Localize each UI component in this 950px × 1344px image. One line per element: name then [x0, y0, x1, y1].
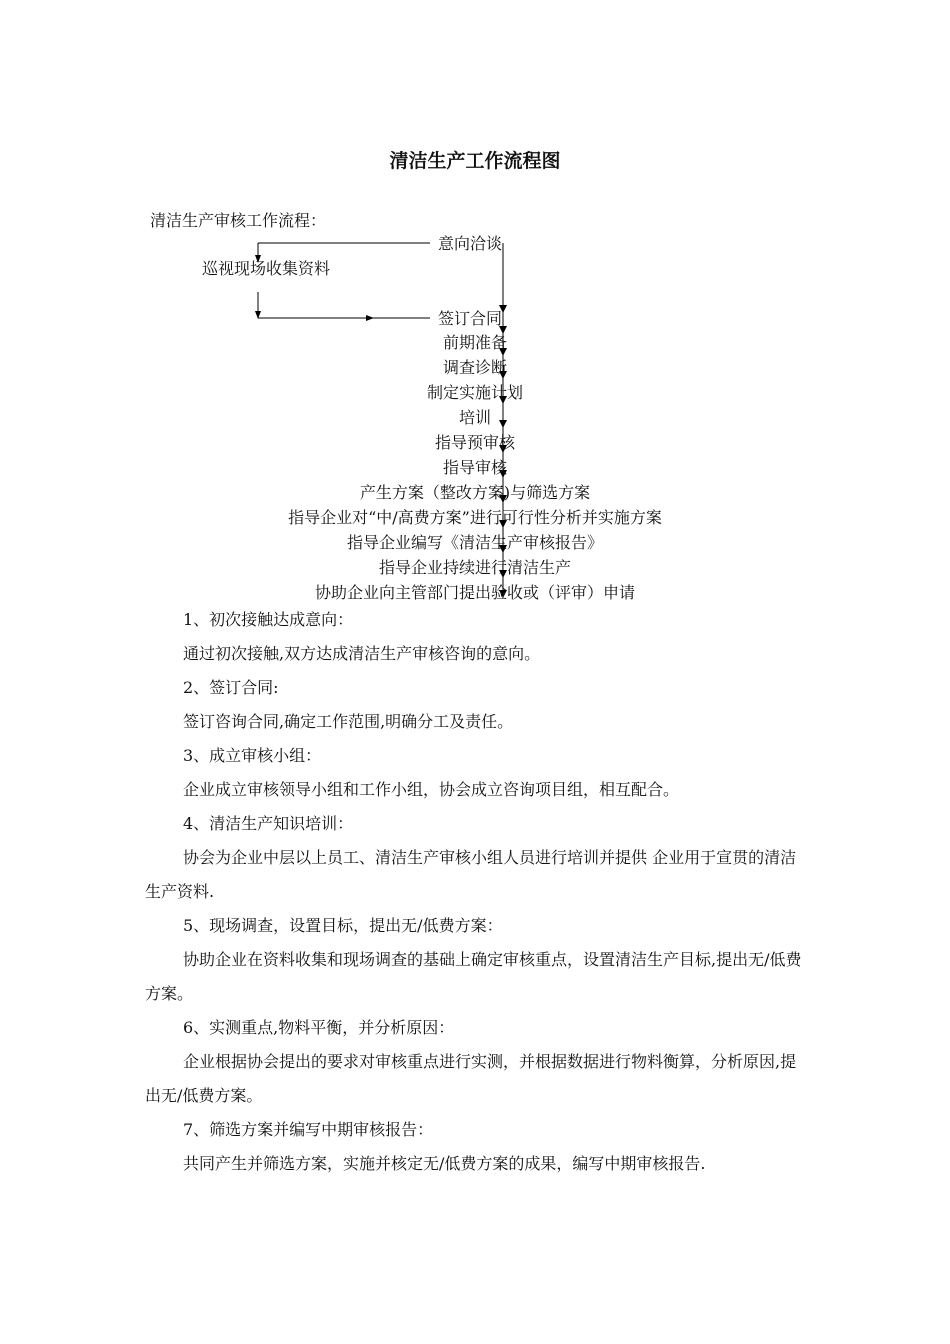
- section-body: 协助企业在资料收集和现场调查的基础上确定审核重点，设置清洁生产目标,提出无/低费方案。: [145, 950, 802, 1003]
- flow-step-training: 培训: [458, 408, 491, 427]
- section-heading: 1、初次接触达成意向：: [183, 610, 354, 629]
- section-body: 共同产生并筛选方案，实施并核定无/低费方案的成果，编写中期审核报告.: [183, 1154, 706, 1173]
- flow-step-prepare: 前期准备: [442, 333, 507, 352]
- section-heading: 6、实测重点,物料平衡，并分析原因：: [183, 1018, 455, 1037]
- flow-step-plan: 制定实施计划: [426, 383, 523, 402]
- section-body: 企业根据协会提出的要求对审核重点进行实测，并根据数据进行物料衡算，分析原因,提出无/低费方案。: [145, 1052, 797, 1105]
- flow-step-options: 产生方案（整改方案)与筛选方案: [359, 483, 591, 502]
- section-body: 协会为企业中层以上员工、清洁生产审核小组人员进行培训并提供 企业用于宣贯的清洁生产资料.: [145, 848, 797, 901]
- flow-step-pre-audit: 指导预审核: [434, 433, 515, 452]
- flow-step-feasibility: 指导企业对“中/高费方案”进行可行性分析并实施方案: [288, 508, 662, 527]
- flow-step-contract: 签订合同: [438, 309, 503, 328]
- flow-step-acceptance: 协助企业向主管部门提出验收或（评审）申请: [314, 583, 635, 602]
- flow-step-intent: 意向洽谈: [438, 234, 503, 253]
- section-heading: 5、现场调查，设置目标，提出无/低费方案：: [183, 916, 503, 935]
- section-body: 企业成立审核领导小组和工作小组，协会成立咨询项目组，相互配合。: [183, 780, 680, 799]
- flow-heading: 清洁生产审核工作流程：: [150, 211, 327, 230]
- section-heading: 3、成立审核小组：: [183, 746, 322, 765]
- flow-step-inspect: 巡视现场收集资料: [202, 259, 331, 278]
- connector-contract-arrowhead: [366, 315, 374, 321]
- section-heading: 7、筛选方案并编写中期审核报告：: [183, 1120, 434, 1139]
- section-heading: 2、签订合同:: [183, 678, 279, 697]
- body-text: [145, 603, 810, 1181]
- section-body: 签订咨询合同,确定工作范围,明确分工及责任。: [183, 712, 514, 731]
- flow-step-continue: 指导企业持续进行清洁生产: [378, 558, 571, 577]
- page-title: 清洁生产工作流程图: [389, 150, 561, 172]
- flow-step-report: 指导企业编写《清洁生产审核报告》: [346, 533, 603, 552]
- section-heading: 4、清洁生产知识培训：: [183, 814, 354, 833]
- flow-step-diagnose: 调查诊断: [442, 358, 507, 377]
- flow-step-audit: 指导审核: [442, 458, 507, 477]
- section-body: 通过初次接触,双方达成清洁生产审核咨询的意向。: [183, 644, 541, 663]
